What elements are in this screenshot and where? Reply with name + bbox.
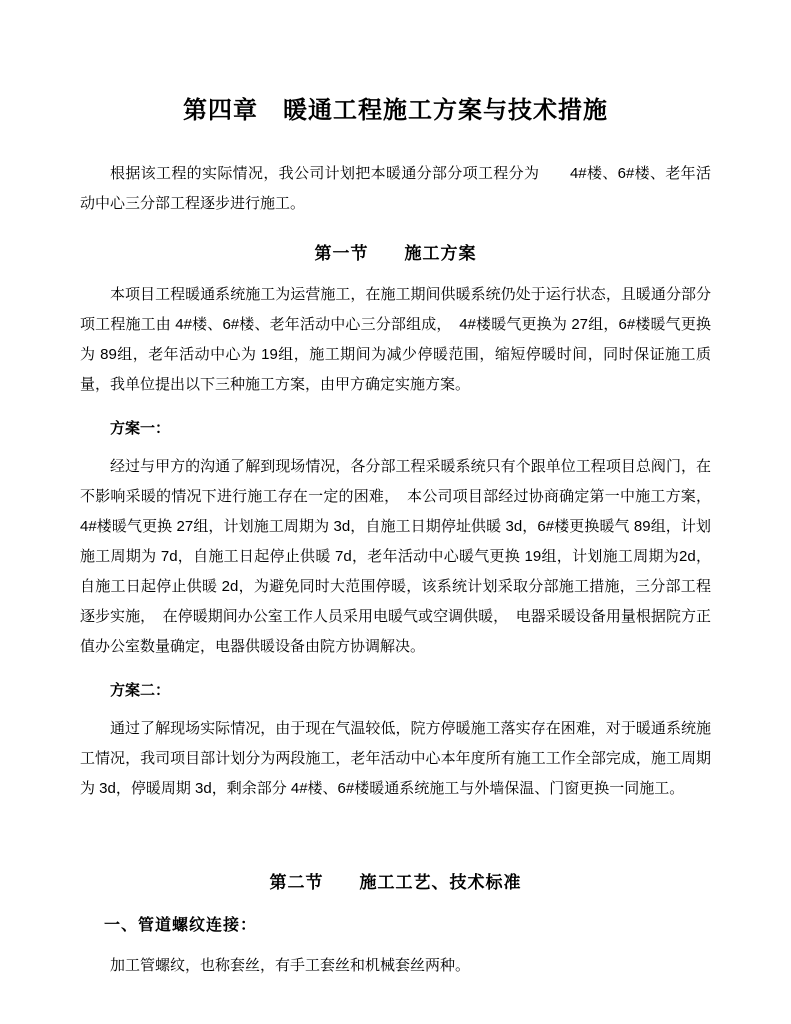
section1-paragraph: 本项目工程暖通系统施工为运营施工，在施工期间供暖系统仍处于运行状态，且暖通分部分项工程施工由 4#楼、6#楼、老年活动中心三分部组成， 4#楼暖气更换为 27组，6#楼暖气更换为 89组，老年活动中心为 19组，施工期间为减少停暖范围，缩短停暖时间，同时保证施工质量，我单位提出以下三种施工方案，由甲方确定实施方案。 <box>80 286 711 393</box>
chapter-title: 第四章 暖通工程施工方案与技术措施 <box>183 97 608 124</box>
section2-title: 第二节 施工工艺、技术标准 <box>269 873 522 892</box>
plan2-body: 通过了解现场实际情况，由于现在气温较低，院方停暖施工落实存在困难，对于暖通系统施工情况，我司项目部计划分为两段施工，老年活动中心本年度所有施工工作全部完成，施工周期为 3d，停暖周期 3d，剩余部分 4#楼、6#楼暖通系统施工与外墙保温、门窗更换一同施工。 <box>80 720 711 797</box>
plan1-label: 方案一： <box>110 420 171 437</box>
plan2-label: 方案二： <box>110 682 171 699</box>
section2-item1-body: 加工管螺纹，也称套丝，有手工套丝和机械套丝两种。 <box>110 957 471 974</box>
section1-title: 第一节 施工方案 <box>314 244 477 263</box>
plan1-body: 经过与甲方的沟通了解到现场情况，各分部工程采暖系统只有个跟单位工程项目总阀门，在不影响采暖的情况下进行施工存在一定的困难， 本公司项目部经过协商确定第一中施工方案，4#楼暖气更换 27组，计划施工周期为 3d，自施工日期停址供暖 3d，6#楼更换暖气 89组，计划施工周期为 7d，自施工日起停止供暖 7d，老年活动中心暖气更换 19组，计划施工周期为2d，自施工日起停止供暖 2d，为避免同时大范围停暖，该系统计划采取分部施工措施，三分部工程逐步实施， 在停暖期间办公室工作人员采用电暖气或空调供暖， 电器采暖设备用量根据院方正值办公室数量确定，电器供暖设备由院方协调解决。 <box>80 458 711 655</box>
section2-item1-label: 一、管道螺纹连接： <box>104 917 258 934</box>
intro-paragraph: 根据该工程的实际情况，我公司计划把本暖通分部分项工程分为 4#楼、6#楼、老年活动中心三分部工程逐步进行施工。 <box>80 165 711 212</box>
